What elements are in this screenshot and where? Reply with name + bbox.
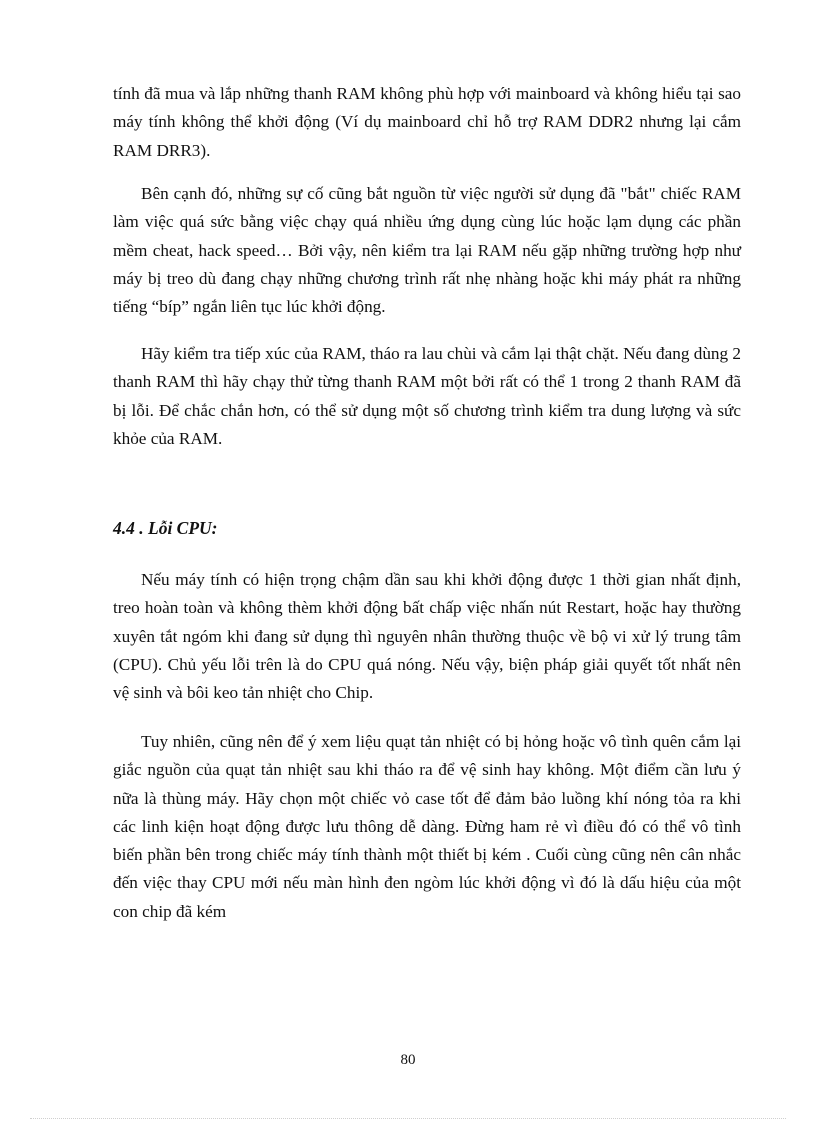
paragraph-cpu-cooling: Tuy nhiên, cũng nên để ý xem liệu quạt tản nhiệt có bị hỏng hoặc vô tình quên cắm lại giắc nguồn của quạt tản nhiệt sau khi tháo ra để vệ sinh hay không. Một điểm cần lưu ý nữa là thùng máy. Hãy chọn một chiếc vỏ case tốt để đảm bảo luồng khí nóng tỏa ra khi các linh kiện hoạt động được lưu thông dễ dàng. Đừng ham rẻ vì điều đó có thể vô tình biến phần bên trong chiếc máy tính thành một thiết bị kém . Cuối cùng cũng nên cân nhắc đến việc thay CPU mới nếu màn hình đen ngòm lúc khởi động vì đó là dấu hiệu của một con chip đã kém — [113, 732, 741, 921]
paragraph-ram-check: Hãy kiểm tra tiếp xúc của RAM, tháo ra lau chùi và cắm lại thật chặt. Nếu đang dùng 2 thanh RAM thì hãy chạy thử từng thanh RAM một bởi rất có thể 1 trong 2 thanh RAM đã bị lỗi. Để chắc chắn hơn, có thể sử dụng một số chương trình kiểm tra dung lượng và sức khỏe của RAM. — [113, 344, 741, 448]
page-bottom-divider — [30, 1118, 786, 1119]
paragraph-cpu-symptoms: Nếu máy tính có hiện trọng chậm dần sau khi khởi động được 1 thời gian nhất định, treo hoàn toàn và không thèm khởi động bất chấp việc nhấn nút Restart, hoặc hay thường xuyên tắt ngóm khi đang sử dụng thì nguyên nhân thường thuộc về bộ vi xử lý trung tâm (CPU). Chủ yếu lỗi trên là do CPU quá nóng. Nếu vậy, biện pháp giải quyết tốt nhất nên vệ sinh và bôi keo tản nhiệt cho Chip. — [113, 570, 741, 703]
page-number: 80 — [400, 1052, 416, 1068]
paragraph-ram-compatibility: tính đã mua và lắp những thanh RAM không phù hợp với mainboard và không hiểu tại sao máy tính không thể khởi động (Ví dụ mainboard chỉ hỗ trợ RAM DDR2 nhưng lại cắm RAM DRR3). — [113, 84, 741, 160]
section-heading-cpu-error: 4.4 . Lỗi CPU: — [113, 518, 218, 538]
paragraph-ram-overuse: Bên cạnh đó, những sự cố cũng bắt nguồn từ việc người sử dụng đã "bắt" chiếc RAM làm việc quá sức bằng việc chạy quá nhiều ứng dụng cùng lúc hoặc lạm dụng các phần mềm cheat, hack speed… Bởi vậy, nên kiểm tra lại RAM nếu gặp những trường hợp như máy bị treo dù đang chạy những chương trình rất nhẹ nhàng hoặc khi máy phát ra những tiếng “bíp” ngắn liên tục lúc khởi động. — [113, 184, 741, 317]
